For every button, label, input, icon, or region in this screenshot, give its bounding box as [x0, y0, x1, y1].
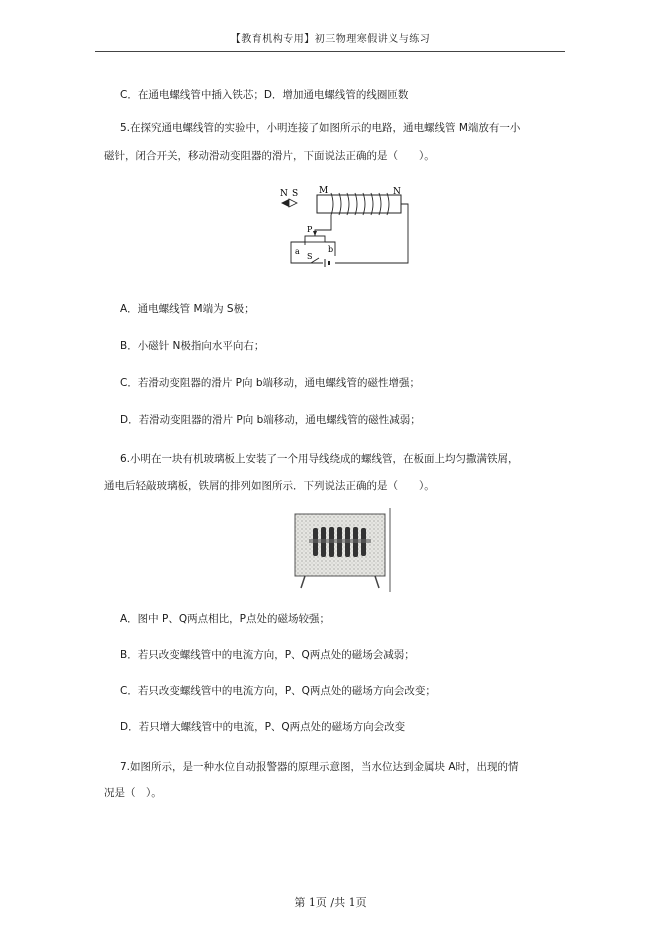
q5-stem-line1: 5.在探究通电螺线管的实验中，小明连接了如图所示的电路，通电螺线管 M端放有一小	[120, 122, 521, 134]
q5-option-c: C．若滑动变阻器的滑片 P向 b端移动，通电螺线管的磁性增强；	[120, 377, 421, 389]
rheostat-slider	[313, 231, 317, 236]
q6-option-d: D．若只增大螺线管中的电流，P、Q两点处的磁场方向会改变	[120, 721, 406, 733]
q5-option-d: D．若滑动变阻器的滑片 P向 b端移动，通电螺线管的磁性减弱；	[120, 414, 421, 426]
q6-stem-line2: 通电后轻敲玻璃板，铁屑的排列如图所示．下列说法正确的是（ ）。	[104, 480, 435, 492]
q5-circuit-figure	[275, 184, 415, 272]
q6-stem-line1: 6.小明在一块有机玻璃板上安装了一个用导线绕成的螺线管，在板面上均匀撒满铁屑，	[120, 453, 519, 465]
label-b: b	[328, 245, 334, 254]
q6-option-c: C．若只改变螺线管中的电流方向，P、Q两点处的磁场方向会改变；	[120, 685, 436, 697]
label-compass-s: S	[292, 189, 299, 199]
compass-needle-south	[289, 199, 297, 207]
q6-option-a: A．图中 P、Q两点相比，P点处的磁场较强；	[120, 613, 330, 625]
page-footer: 第 1页 /共 1页	[294, 896, 367, 909]
q7-stem-line1: 7.如图所示，是一种水位自动报警器的原理示意图，当水位达到金属块 A时，出现的情	[120, 761, 519, 773]
label-a: a	[295, 247, 300, 256]
q5-option-a: A．通电螺线管 M端为 S极；	[120, 303, 255, 315]
board-legs	[301, 576, 379, 588]
solenoid-axis	[309, 539, 371, 543]
label-n-right: N	[393, 187, 401, 197]
header-title: 【教育机构专用】初三物理寒假讲义与练习	[230, 34, 431, 45]
q5-stem-line2: 磁针，闭合开关，移动滑动变阻器的滑片，下面说法正确的是（ ）。	[104, 150, 435, 162]
label-p: P	[307, 225, 313, 234]
solenoid-coils	[331, 193, 389, 215]
q7-stem-line2: 况是（ ）。	[104, 787, 162, 799]
compass-needle-north	[281, 199, 289, 207]
solenoid-circuit-diagram	[275, 184, 415, 272]
q6-iron-filings-photo	[293, 508, 395, 592]
prev-question-options: C．在通电螺线管中插入铁芯；D．增加通电螺线管的线圈匝数	[120, 89, 409, 101]
header-divider	[95, 51, 565, 52]
q5-option-b: B．小磁针 N极指向水平向右；	[120, 340, 265, 352]
label-switch-s: S	[307, 252, 313, 261]
label-compass-n: N	[280, 189, 288, 199]
q6-option-b: B．若只改变螺线管中的电流方向，P、Q两点处的磁场会减弱；	[120, 649, 415, 661]
rheostat	[305, 236, 325, 242]
label-m: M	[319, 186, 329, 196]
iron-filings-image	[293, 508, 395, 592]
